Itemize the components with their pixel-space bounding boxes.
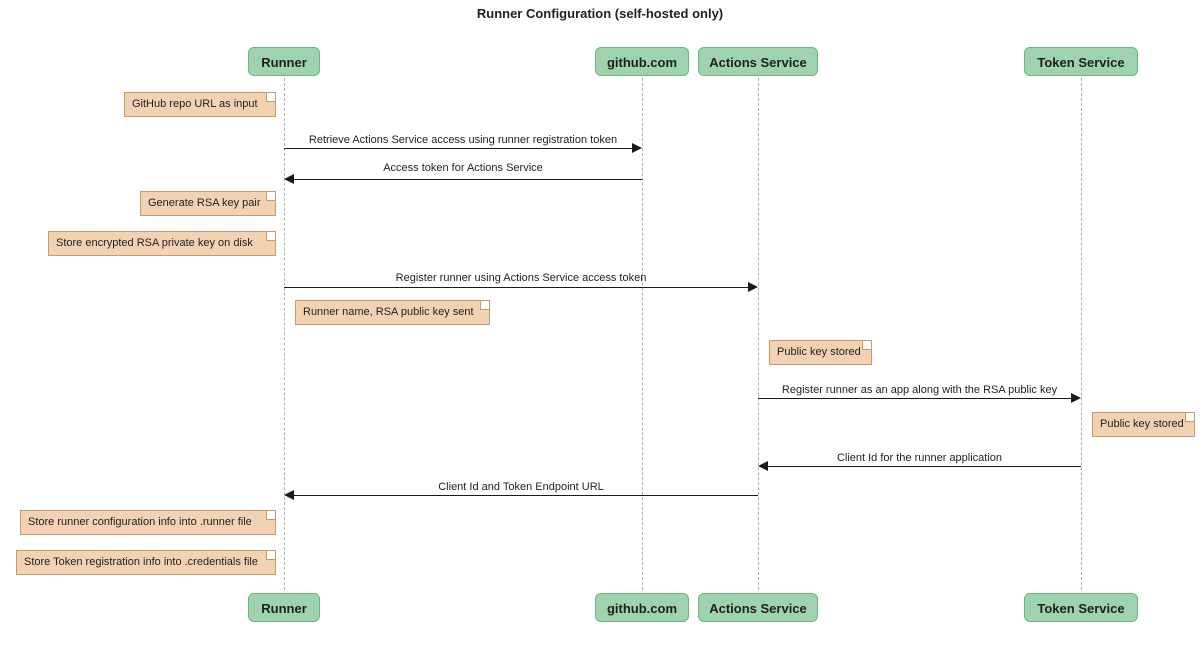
- lifeline-token: [1081, 78, 1082, 590]
- message-label-client-id-and-token-endpoint: Client Id and Token Endpoint URL: [438, 481, 604, 493]
- actor-token-bottom[interactable]: Token Service: [1024, 593, 1138, 622]
- actor-github-bottom[interactable]: github.com: [595, 593, 689, 622]
- message-line-client-id-for-runner-application: [768, 466, 1081, 467]
- note-store-token-registration: Store Token registration info into .credentials file: [16, 550, 276, 575]
- message-label-access-token-for-actions: Access token for Actions Service: [383, 162, 543, 174]
- actor-actions-bottom[interactable]: Actions Service: [698, 593, 818, 622]
- actor-runner-bottom[interactable]: Runner: [248, 593, 320, 622]
- message-label-register-runner: Register runner using Actions Service access token: [395, 272, 647, 284]
- message-label-client-id-for-runner-application: Client Id for the runner application: [836, 452, 1003, 464]
- lifeline-actions: [758, 78, 759, 590]
- message-label-register-runner-as-app: Register runner as an app along with the RSA public key: [781, 384, 1058, 396]
- message-label-retrieve-actions-access: Retrieve Actions Service access using runner registration token: [308, 134, 618, 146]
- message-line-retrieve-actions-access: [284, 148, 632, 149]
- diagram-title: Runner Configuration (self-hosted only): [476, 6, 724, 21]
- actor-runner-top[interactable]: Runner: [248, 47, 320, 76]
- note-github-repo-url: GitHub repo URL as input: [124, 92, 276, 117]
- message-line-register-runner: [284, 287, 748, 288]
- note-store-runner-configuration: Store runner configuration info into .runner file: [20, 510, 276, 535]
- actor-actions-top[interactable]: Actions Service: [698, 47, 818, 76]
- note-generate-rsa-key-pair: Generate RSA key pair: [140, 191, 276, 216]
- message-line-access-token-for-actions: [294, 179, 642, 180]
- note-runner-name-rsa-public-key-sent: Runner name, RSA public key sent: [295, 300, 490, 325]
- note-store-encrypted-rsa-private-key: Store encrypted RSA private key on disk: [48, 231, 276, 256]
- lifeline-runner: [284, 78, 285, 590]
- message-line-client-id-and-token-endpoint: [294, 495, 758, 496]
- lifeline-github: [642, 78, 643, 590]
- actor-token-top[interactable]: Token Service: [1024, 47, 1138, 76]
- actor-github-top[interactable]: github.com: [595, 47, 689, 76]
- arrow-head-access-token-for-actions: [284, 174, 294, 184]
- message-line-register-runner-as-app: [758, 398, 1071, 399]
- note-public-key-stored-actions: Public key stored: [769, 340, 872, 365]
- note-public-key-stored-token: Public key stored: [1092, 412, 1195, 437]
